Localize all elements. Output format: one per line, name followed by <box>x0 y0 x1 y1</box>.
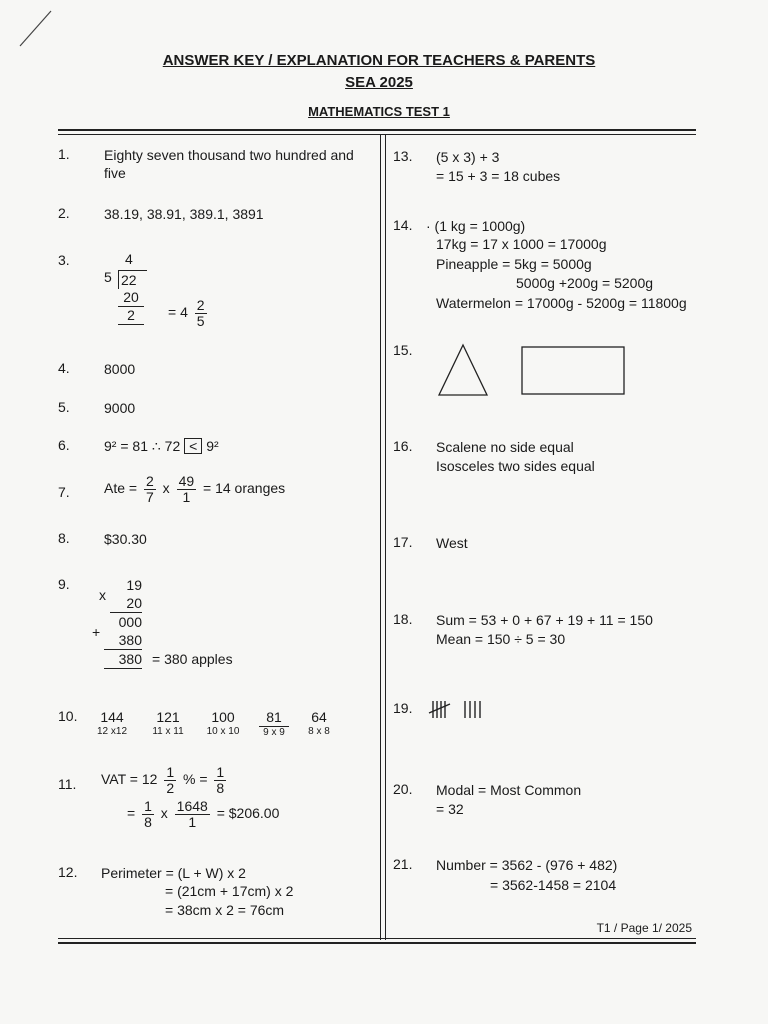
pen-mark <box>15 8 55 50</box>
bottom-rule <box>58 938 696 939</box>
bottom-rule-2 <box>58 942 696 944</box>
top-rule-2 <box>58 134 696 135</box>
tally-marks <box>428 698 488 722</box>
page-title: ANSWER KEY / EXPLANATION FOR TEACHERS & PARENTS <box>162 52 596 69</box>
column-divider <box>380 134 381 940</box>
column-divider-2 <box>385 134 386 940</box>
test-title: MATHEMATICS TEST 1 <box>308 104 450 119</box>
page-footer: T1 / Page 1/ 2025 <box>596 921 692 935</box>
top-rule <box>58 129 696 131</box>
rectangle-shape <box>520 345 628 397</box>
page-subtitle: SEA 2025 <box>345 74 413 91</box>
triangle-shape <box>436 342 490 398</box>
